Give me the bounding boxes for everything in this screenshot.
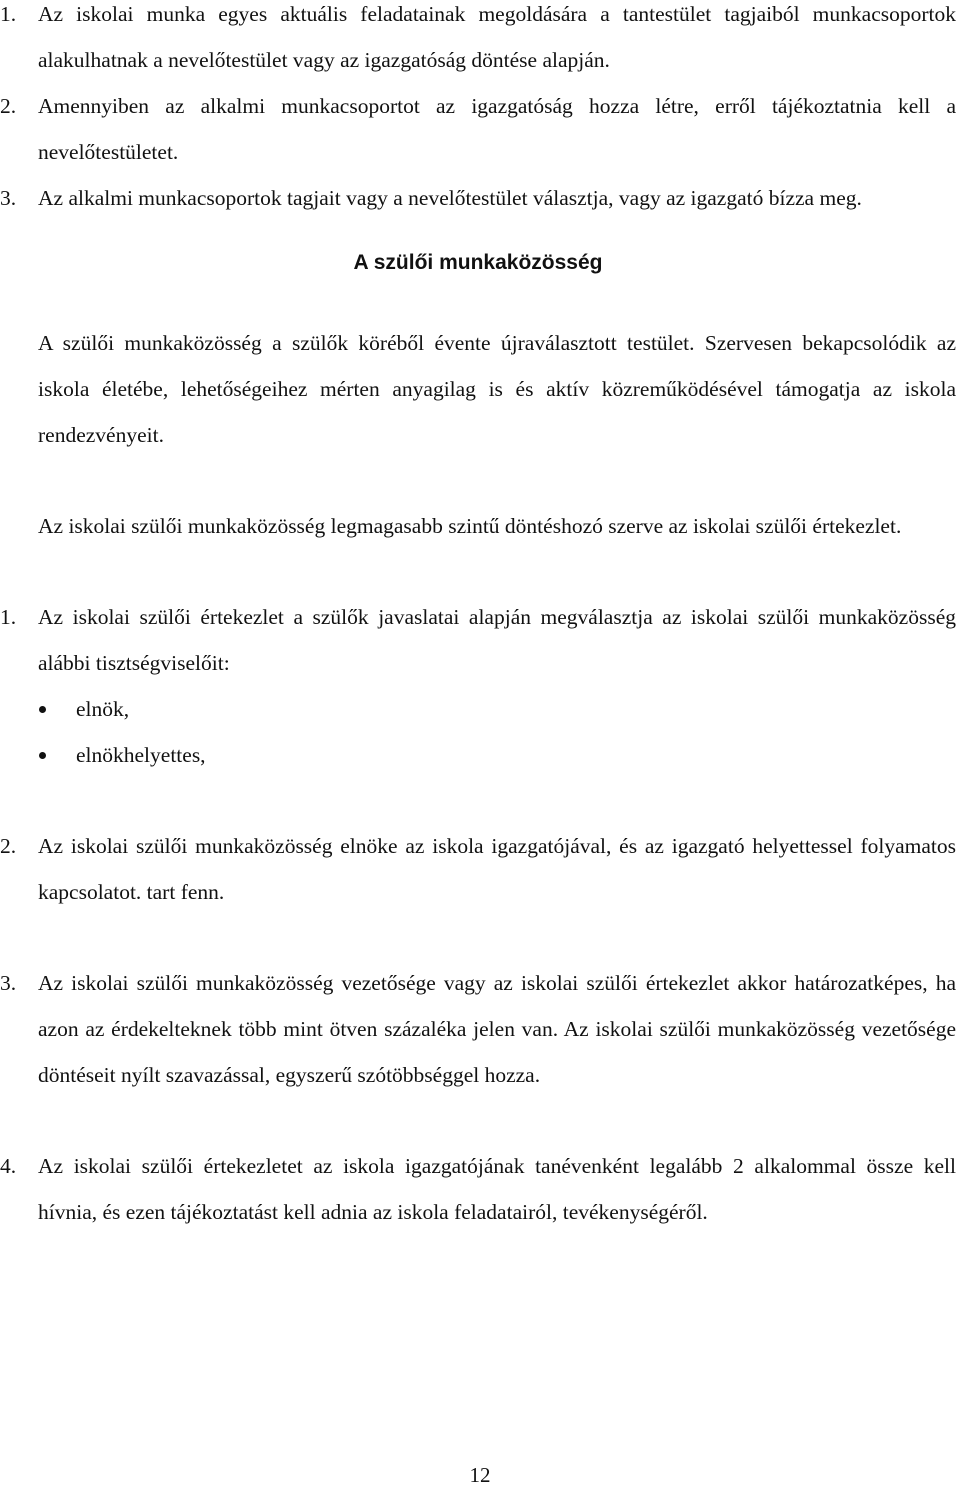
section-heading: A szülői munkaközösség	[353, 251, 603, 274]
list-item	[0, 594, 956, 686]
page-number: 12	[469, 1463, 491, 1487]
list-item	[0, 0, 956, 83]
bullet-item: elnökhelyettes,	[38, 732, 956, 778]
item-number: 4.	[0, 1154, 17, 1178]
item-text: Az iskolai szülői munkaközösség elnöke az iskola igazgatójával, és az igazgató helyettessel folyamatos kapcsolatot. tart fenn.	[38, 834, 956, 904]
paragraph: A szülői munkaközösség a szülők köréből évente újraválasztott testület. Szervesen bekapcsolódik az iskola életébe, lehetőségeihez mérten anyagilag is és aktív közreműködésével támogatja az iskola rendezvényeit.	[38, 331, 956, 447]
list-item	[0, 83, 956, 175]
item-number: 3.	[0, 186, 17, 210]
list-item	[0, 823, 956, 915]
list-item	[0, 1143, 956, 1235]
item-text: Az iskolai szülői értekezletet az iskola igazgatójának tanévenként legalább 2 alkalommal össze kell hívnia, és ezen tájékoztatást kell adnia az iskola feladatairól, tevékenységéről.	[38, 1154, 956, 1224]
list-item	[0, 175, 956, 221]
bullet-icon	[39, 706, 46, 713]
item-number: 2.	[0, 834, 17, 858]
bullet-item: elnök,	[38, 686, 956, 732]
paragraph: Az iskolai szülői munkaközösség legmagasabb szintű döntéshozó szerve az iskolai szülői értekezlet.	[38, 514, 902, 538]
item-number: 2.	[0, 94, 17, 118]
item-number: 1.	[0, 2, 17, 26]
bullet-list	[38, 686, 956, 778]
item-text: Az iskolai szülői munkaközösség vezetősége vagy az iskolai szülői értekezlet akkor határozatképes, ha azon az érdekelteknek több mint ötven százaléka jelen van. Az iskolai szülői munkaközösség vezetősége döntéseit nyílt szavazással, egyszerű szótöbbséggel hozza.	[38, 971, 956, 1087]
item-number: 3.	[0, 971, 17, 995]
list-item	[0, 960, 956, 1098]
item-text: Az alkalmi munkacsoportok tagjait vagy a nevelőtestület választja, vagy az igazgató bízza meg.	[38, 186, 862, 210]
item-text: Az iskolai szülői értekezlet a szülők javaslatai alapján megválasztja az iskolai szülői munkaközösség alábbi tisztségviselőit:	[38, 605, 956, 675]
item-text: Az iskolai munka egyes aktuális feladatainak megoldására a tantestület tagjaiból munkacsoportok alakulhatnak a nevelőtestület vagy az igazgatóság döntése alapján.	[38, 2, 956, 72]
bullet-icon	[39, 752, 46, 759]
item-text: Amennyiben az alkalmi munkacsoportot az igazgatóság hozza létre, erről tájékoztatnia kell a nevelőtestületet.	[38, 94, 956, 164]
item-number: 1.	[0, 605, 17, 629]
